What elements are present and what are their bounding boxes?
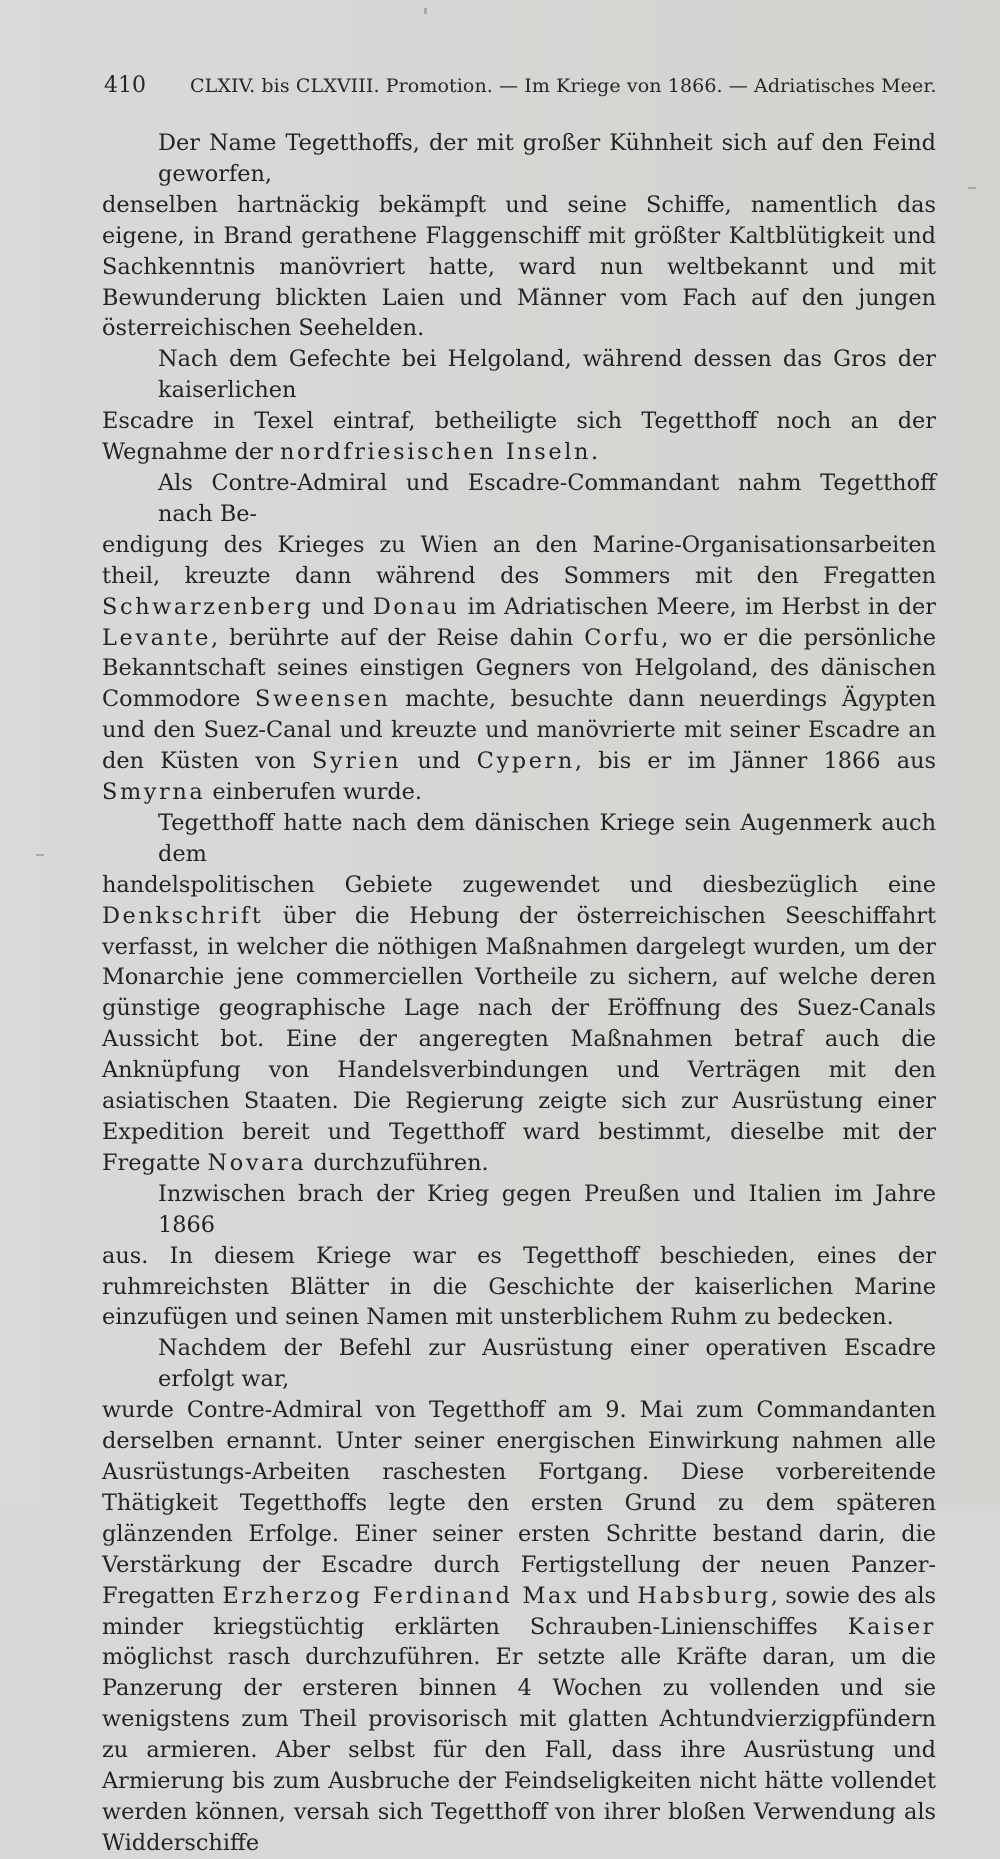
paragraph-text: Escadre in Texel eintraf, betheiligte sich Tegetthoff noch an der Wegnahme der <box>102 408 936 466</box>
paragraph-text: endigung des Krieges zu Wien an den Marine-Organisationsarbeiten theil, kreuzte dann während des Sommers mit den Fregatten <box>102 531 936 589</box>
paragraph-text: . <box>591 439 599 466</box>
spaced-term: Smyrna <box>102 779 206 806</box>
spaced-term: Novara <box>207 1149 307 1176</box>
paragraph-text: wurde Contre-Admiral von Tegetthoff am 9. Mai zum Commandanten derselben ernannt. Unter seiner energischen Einwirkung nahmen alle Ausrüstungs-Arbeiten raschesten Fortgang. Diese vorbereitende Thätigkeit Tegetthoffs legte den ersten Grund zu dem späteren glänzenden Erfolge. Einer seiner ersten Schritte bestand darin, die Verstärkung der Escadre durch Fertigstellung der neuen Panzer-Fregatten <box>102 1397 936 1609</box>
paragraph-text: , sowie des als minder kriegstüchtig erklärten Schrauben-Linienschiffes <box>102 1582 936 1640</box>
spaced-term: Corfu <box>584 624 662 651</box>
paragraph-text: und <box>313 593 373 620</box>
paragraph-denkschrift <box>102 808 936 1179</box>
spaced-term: Cypern <box>476 748 575 775</box>
spaced-term: Donau <box>372 593 460 620</box>
paragraph-helgoland <box>102 344 936 468</box>
paragraph-text: handelspolitischen Gebiete zugewendet und diesbezüglich eine <box>102 871 936 898</box>
spaced-term: Sweensen <box>255 686 391 713</box>
paragraph-text: möglichst rasch durchzuführen. Er setzte alle Kräfte daran, um die Panzerung der ersteren binnen 4 Wochen zu vollenden und sie wenigstens zum Theil provisorisch mit glatten Achtundvierzigpfündern zu armieren. Aber selbst für den Fall, dass ihre Ausrüstung und Armierung bis zum Ausbruche der Feindseligkeiten nicht hätte vollendet werden können, versah sich Tegetthoff von ihrer bloßen Verwendung als Widderschiffe <box>102 1644 936 1856</box>
paragraph-first-line: Tegetthoff hatte nach dem dänischen Kriege sein Augenmerk auch dem <box>158 809 936 867</box>
paragraph-text: durchzuführen. <box>306 1149 489 1176</box>
scan-mark <box>36 854 44 856</box>
paragraph-text: , bis er im Jänner 1866 aus <box>574 748 936 775</box>
scan-mark <box>424 8 427 14</box>
spaced-term: Levante <box>102 624 211 651</box>
paragraph-text: und <box>579 1582 638 1609</box>
page-number: 410 <box>104 73 146 98</box>
paragraph-text: einberufen wurde. <box>205 779 423 806</box>
paragraph-first-line: Nachdem der Befehl zur Ausrüstung einer operativen Escadre erfolgt war, <box>158 1335 936 1393</box>
body-text <box>102 128 936 1859</box>
spaced-term: Kaiser <box>847 1613 936 1640</box>
paragraph-first-line: Der Name Tegetthoffs, der mit großer Kühnheit sich auf den Feind geworfen, <box>158 130 936 187</box>
paragraph-contre-admiral <box>102 468 936 808</box>
spaced-term: Habsburg <box>637 1582 771 1609</box>
paragraph-first-line: Nach dem Gefechte bei Helgoland, während dessen das Gros der kaiserlichen <box>158 346 936 404</box>
paragraph-text: im Adriatischen Meere, im Herbst in der <box>459 593 936 620</box>
paragraph-text: machte, besuchte dann neuerdings Ägypten und den Suez-Canal und kreuzte und manövrierte mit seiner Escadre an den Küsten von <box>102 686 936 775</box>
spaced-term: Erzherzog Ferdinand Max <box>222 1582 580 1609</box>
paragraph-operative-escadre <box>102 1333 936 1858</box>
paragraph-first-line: Inzwischen brach der Krieg gegen Preußen und Italien im Jahre 1866 <box>158 1180 936 1238</box>
paragraph-text: , wo er die persönliche Bekanntschaft seines einstigen Gegners von Helgoland, des dänischen Commodore <box>102 624 936 713</box>
paragraph-tegetthoff-fame <box>102 128 936 344</box>
paragraph-text: , berührte auf der Reise dahin <box>211 624 585 651</box>
spaced-term: Schwarzenberg <box>102 593 314 620</box>
running-head: CLXIV. bis CLXVIII. Promotion. — Im Kriege von 1866. — Adriatisches Meer. <box>190 75 937 97</box>
paragraph-first-line: Als Contre-Admiral und Escadre-Commandant nahm Tegetthoff nach Be- <box>158 469 936 527</box>
paragraph-text: aus. In diesem Kriege war es Tegetthoff beschieden, eines der ruhmreichsten Blätter in die Geschichte der kaiserlichen Marine einzufügen und seinen Namen mit unsterblichem Ruhm zu bedecken. <box>102 1242 936 1331</box>
paragraph-text: über die Hebung der österreichischen Seeschiffahrt verfasst, in welcher die nöthigen Maßnahmen dargelegt wurden, um der Monarchie jene commerciellen Vortheile zu sichern, auf welche deren günstige geographische Lage nach der Eröffnung des Suez-Canals Aussicht bot. Eine der angeregten Maßnahmen betraf auch die Anknüpfung von Handelsverbindungen und Verträgen mit den asiatischen Staaten. Die Regierung zeigte sich zur Ausrüstung einer Expedition bereit und Tegetthoff ward bestimmt, dieselbe mit der Fregatte <box>102 902 936 1176</box>
paragraph-text: und <box>401 748 477 775</box>
spaced-term: nordfriesischen Inseln <box>279 439 592 466</box>
spaced-term: Syrien <box>312 748 402 775</box>
spaced-term: Denkschrift <box>102 902 264 929</box>
paragraph-text: denselben hartnäckig bekämpft und seine Schiffe, namentlich das eigene, in Brand gerathene Flaggenschiff mit größter Kaltblütigkeit und Sachkenntnis manövriert hatte, ward nun weltbekannt und mit Bewunderung blickten Laien und Männer vom Fach auf den jungen österreichischen Seehelden. <box>102 191 936 342</box>
page-header <box>104 70 937 102</box>
scan-mark <box>968 187 976 189</box>
paragraph-war-1866 <box>102 1179 936 1334</box>
